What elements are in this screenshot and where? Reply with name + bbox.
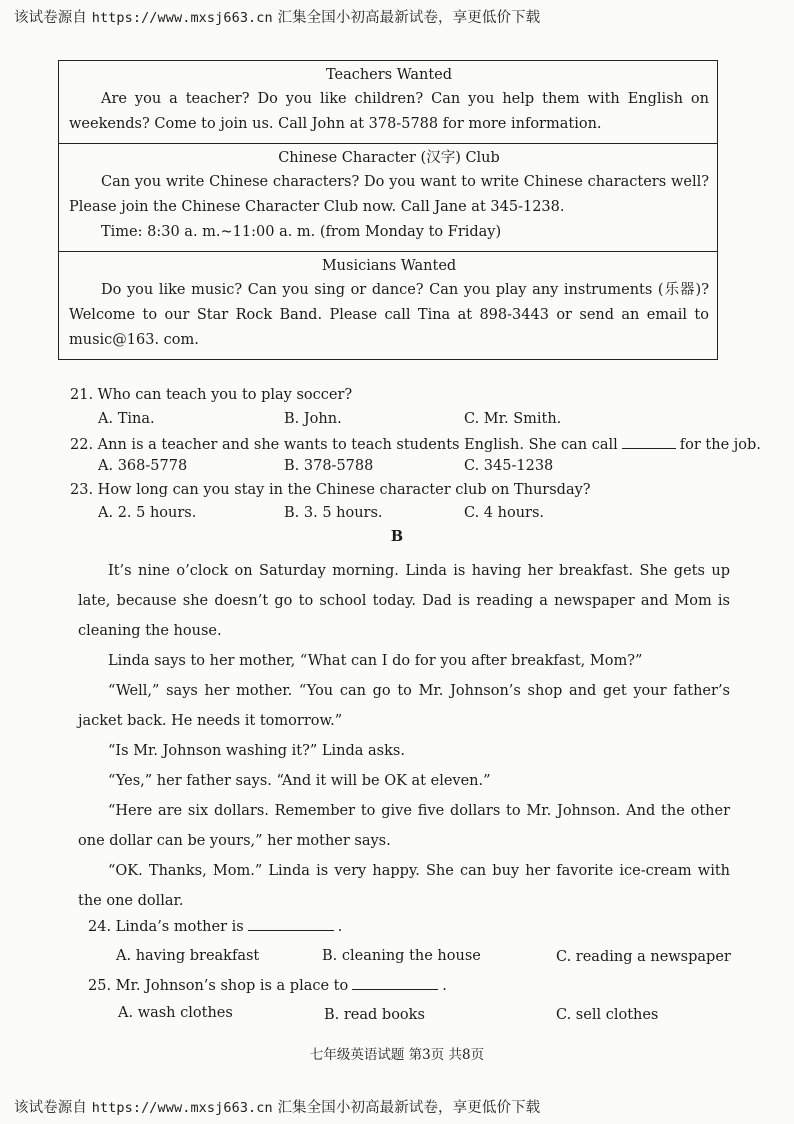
question-22: [70, 436, 761, 453]
section-b-label: B: [390, 528, 404, 545]
ad-body: Can you write Chinese characters? Do you want to write Chinese characters well? Please join the Chinese Character Club now. Call Jane at 345-1238.: [69, 174, 709, 215]
question-25: [88, 977, 447, 994]
passage-paragraph: “Here are six dollars. Remember to give five dollars to Mr. Johnson. And the other one dollar can be yours,” her mother says.: [78, 803, 730, 849]
source-prefix: 该试卷源自: [14, 1100, 87, 1116]
q24-option-c[interactable]: C. reading a newspaper: [556, 949, 731, 965]
passage-paragraph: Linda says to her mother, “What can I do for you after breakfast, Mom?”: [108, 653, 643, 669]
q22-stem-before: 22. Ann is a teacher and she wants to teach students English. She can call: [70, 437, 618, 453]
source-banner-top: [14, 6, 540, 27]
q22-stem-after: for the job.: [679, 437, 761, 453]
q25-option-b[interactable]: B. read books: [324, 1007, 425, 1023]
ad-title: Teachers Wanted: [325, 67, 453, 83]
q24-answer-blank[interactable]: [248, 918, 334, 931]
q23-option-c[interactable]: C. 4 hours.: [464, 505, 545, 521]
q22-answer-blank[interactable]: [622, 436, 676, 449]
ad-title: Chinese Character (汉字) Club: [278, 150, 500, 166]
ad-time: Time: 8:30 a. m.~11:00 a. m. (from Monday to Friday): [101, 224, 502, 240]
passage-paragraph: It’s nine o’clock on Saturday morning. Linda is having her breakfast. She gets up late, because she doesn’t go to school today. Dad is reading a newspaper and Mom is cleaning the house.: [78, 563, 730, 639]
source-suffix: 汇集全国小初高最新试卷，享更低价下载: [277, 10, 541, 26]
ad-title: Musicians Wanted: [321, 258, 457, 274]
ad-teachers-wanted: [59, 61, 717, 144]
source-url[interactable]: https://www.mxsj663.cn: [91, 1100, 273, 1116]
source-prefix: 该试卷源自: [14, 10, 87, 26]
ad-chinese-character-club: [59, 144, 717, 252]
passage-paragraph: “Is Mr. Johnson washing it?” Linda asks.: [108, 743, 405, 759]
q21-option-a[interactable]: A. Tina.: [98, 411, 155, 427]
source-suffix: 汇集全国小初高最新试卷，享更低价下载: [277, 1100, 541, 1116]
source-url[interactable]: https://www.mxsj663.cn: [91, 10, 273, 26]
passage-paragraph: “Yes,” her father says. “And it will be OK at eleven.”: [108, 773, 491, 789]
ad-body: Do you like music? Can you sing or dance? Can you play any instruments (乐器)? Welcome to our Star Rock Band. Please call Tina at 898-3443 or send an email to music@163. com.: [69, 282, 709, 348]
q23-option-b[interactable]: B. 3. 5 hours.: [284, 505, 383, 521]
page-footer: 七年级英语试题 第3页 共8页: [309, 1047, 485, 1063]
question-23: 23. How long can you stay in the Chinese character club on Thursday?: [70, 482, 591, 498]
q21-option-c[interactable]: C. Mr. Smith.: [464, 411, 562, 427]
q25-option-c[interactable]: C. sell clothes: [556, 1007, 659, 1023]
question-21: 21. Who can teach you to play soccer?: [70, 387, 353, 403]
passage-paragraph: “Well,” says her mother. “You can go to Mr. Johnson’s shop and get your father’s jacket back. He needs it tomorrow.”: [78, 683, 730, 729]
passage: [78, 556, 730, 916]
passage-paragraph: “OK. Thanks, Mom.” Linda is very happy. She can buy her favorite ice-cream with the one dollar.: [78, 863, 730, 909]
q24-option-a[interactable]: A. having breakfast: [116, 948, 260, 964]
q24-stem-before: 24. Linda’s mother is: [88, 919, 244, 935]
q24-option-b[interactable]: B. cleaning the house: [322, 948, 481, 964]
ad-body: Are you a teacher? Do you like children? Can you help them with English on weekends? Come to join us. Call John at 378-5788 for more information.: [69, 91, 709, 132]
ads-box: [58, 60, 718, 360]
q23-option-a[interactable]: A. 2. 5 hours.: [98, 505, 197, 521]
q24-stem-after: .: [337, 919, 343, 935]
q25-stem-before: 25. Mr. Johnson’s shop is a place to: [88, 978, 349, 994]
ad-musicians-wanted: [59, 252, 717, 359]
q25-option-a[interactable]: A. wash clothes: [118, 1005, 233, 1021]
q22-option-a[interactable]: A. 368-5778: [98, 458, 188, 474]
question-24: [88, 918, 342, 935]
q25-stem-after: .: [442, 978, 447, 994]
q22-option-b[interactable]: B. 378-5788: [284, 458, 374, 474]
q25-answer-blank[interactable]: [352, 977, 438, 990]
q22-option-c[interactable]: C. 345-1238: [464, 458, 554, 474]
q21-option-b[interactable]: B. John.: [284, 411, 342, 427]
source-banner-bottom: [14, 1096, 540, 1117]
